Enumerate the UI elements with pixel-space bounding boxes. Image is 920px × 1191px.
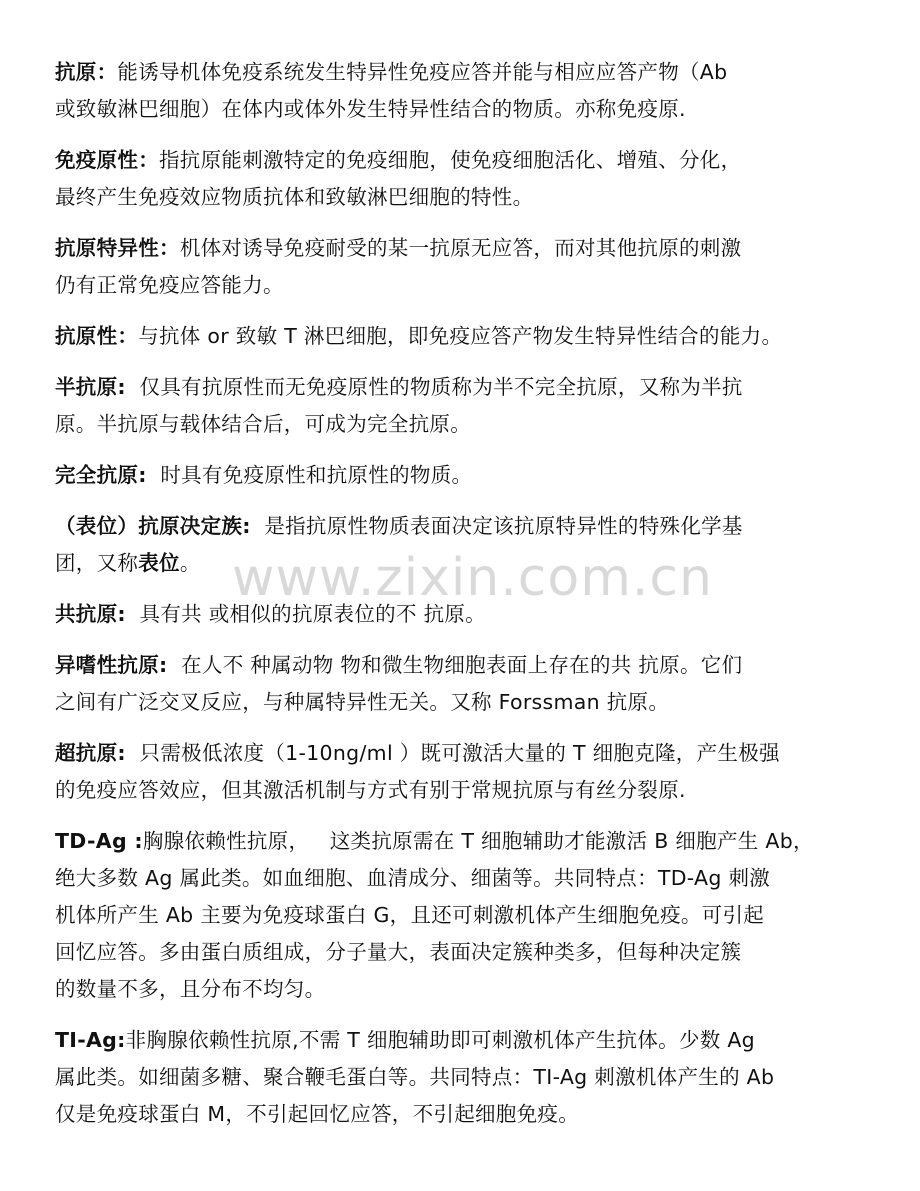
term-label: TI-Ag: xyxy=(55,1028,126,1052)
definition-text: 胸腺依赖性抗原， 这类抗原需在 T 细胞辅助才能激活 B 细胞产生 Ab， xyxy=(142,829,814,853)
term-label: 免疫原性： xyxy=(55,148,159,172)
term-label: TD-Ag : xyxy=(55,829,143,853)
definition-text: 指抗原能刺激特定的免疫细胞，使免疫细胞活化、增殖、分化， xyxy=(159,148,742,172)
text-line: 属此类。如细菌多糖、聚合鞭毛蛋白等。共同特点：TI-Ag 刺激机体产生的 Ab xyxy=(55,1065,775,1089)
term-label: 超抗原: xyxy=(55,741,126,765)
text-line xyxy=(55,142,905,179)
definition-text: 是指抗原性物质表面决定该抗原特异性的特殊化学基 xyxy=(250,514,743,538)
text-line xyxy=(55,369,905,406)
paragraph-hapten xyxy=(55,369,905,443)
watermark-text: www.zixin.com.cn xyxy=(232,548,713,608)
text-line: 最终产生免疫效应物质抗体和致敏淋巴细胞的特性。 xyxy=(55,185,534,209)
text-line xyxy=(55,596,905,633)
text-line: 绝大多数 Ag 属此类。如血细胞、血清成分、细菌等。共同特点：TD-Ag 刺激 xyxy=(55,866,771,890)
definition-text: 只需极低浓度（1-10ng/ml ）既可激活大量的 T 细胞克隆，产生极强 xyxy=(125,741,780,765)
text-line xyxy=(55,318,905,355)
emphasis-text: 表位 xyxy=(138,551,180,575)
definition-text: 在人不 种属动物 物和微生物细胞表面上存在的共 抗原。它们 xyxy=(167,653,743,677)
paragraph-antigen-specificity xyxy=(55,230,905,304)
text-line: 仅是免疫球蛋白 M，不引起回忆应答，不引起细胞免疫。 xyxy=(55,1102,580,1126)
text-line xyxy=(55,647,905,684)
text-line: 或致敏淋巴细胞）在体内或体外发生特异性结合的物质。亦称免疫原. xyxy=(55,97,686,121)
document-body xyxy=(55,54,905,1147)
text-line: 仍有正常免疫应答能力。 xyxy=(55,273,284,297)
paragraph-common-antigen xyxy=(55,596,905,633)
term-label: 抗原： xyxy=(55,60,118,84)
text-line xyxy=(55,508,905,545)
text-line: 回忆应答。多由蛋白质组成，分子量大，表面决定簇种类多，但每种决定簇 xyxy=(55,940,742,964)
text-line xyxy=(55,230,905,267)
definition-text: 机体对诱导免疫耐受的某一抗原无应答，而对其他抗原的刺激 xyxy=(179,236,742,260)
text-line xyxy=(55,823,905,860)
definition-text: 能诱导机体免疫系统发生特异性免疫应答并能与相应应答产物（Ab xyxy=(117,60,728,84)
definition-text: 与抗体 or 致敏 T 淋巴细胞，即免疫应答产物发生特异性结合的能力。 xyxy=(138,324,783,348)
term-label: 完全抗原: xyxy=(55,463,147,487)
text-line: 机体所产生 Ab 主要为免疫球蛋白 G，且还可刺激机体产生细胞免疫。可引起 xyxy=(55,903,765,927)
definition-text: 。 xyxy=(179,551,201,575)
paragraph-antigen xyxy=(55,54,905,128)
definition-text: 仅具有抗原性而无免疫原性的物质称为半不完全抗原，又称为半抗 xyxy=(125,375,743,399)
paragraph-antigenicity xyxy=(55,318,905,355)
paragraph-td-ag xyxy=(55,823,905,1008)
paragraph-ti-ag xyxy=(55,1022,905,1133)
text-line xyxy=(55,735,905,772)
paragraph-superantigen xyxy=(55,735,905,809)
definition-text: 具有共 或相似的抗原表位的不 抗原。 xyxy=(125,602,486,626)
term-label: （表位）抗原决定族: xyxy=(55,514,251,538)
definition-text: 时具有免疫原性和抗原性的物质。 xyxy=(146,463,473,487)
definition-text: 团，又称 xyxy=(55,551,139,575)
term-label: 抗原性： xyxy=(55,324,139,348)
text-line xyxy=(55,54,905,91)
text-line: 原。半抗原与载体结合后，可成为完全抗原。 xyxy=(55,412,471,436)
text-line xyxy=(55,457,905,494)
term-label: 抗原特异性： xyxy=(55,236,180,260)
paragraph-heterophile-antigen xyxy=(55,647,905,721)
paragraph-immunogenicity xyxy=(55,142,905,216)
text-line: 的数量不多，且分布不均匀。 xyxy=(55,977,326,1001)
text-line xyxy=(55,1022,905,1059)
term-label: 半抗原: xyxy=(55,375,126,399)
definition-text: 非胸腺依赖性抗原,不需 T 细胞辅助即可刺激机体产生抗体。少数 Ag xyxy=(125,1028,755,1052)
text-line xyxy=(55,545,905,582)
term-label: 共抗原: xyxy=(55,602,126,626)
text-line: 之间有广泛交叉反应，与种属特异性无关。又称 Forssman 抗原。 xyxy=(55,690,670,714)
term-label: 异嗜性抗原: xyxy=(55,653,168,677)
paragraph-complete-antigen xyxy=(55,457,905,494)
text-line: 的免疫应答效应，但其激活机制与方式有别于常规抗原与有丝分裂原. xyxy=(55,778,686,802)
paragraph-epitope xyxy=(55,508,905,582)
